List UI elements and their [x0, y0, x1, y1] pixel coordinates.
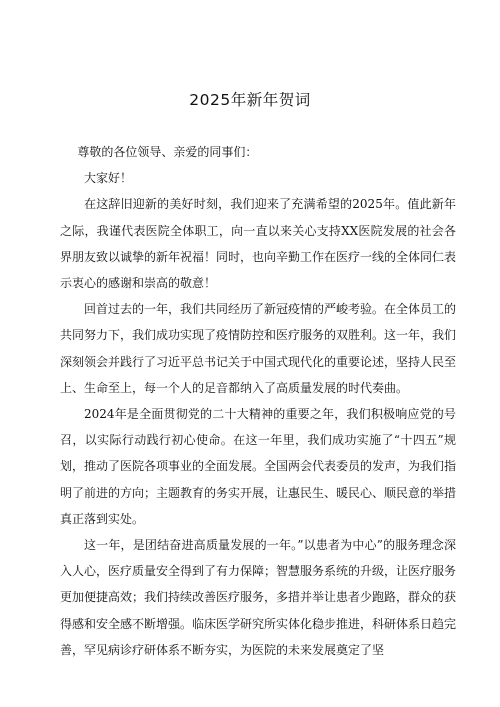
document-body	[60, 139, 456, 663]
paragraph-quality-development: 这一年，是团结奋进高质量发展的一年。”以患者为中心”的服务理念深入人心，医疗质量安全得到了有力保障；智慧服务系统的升级，让医疗服务更加便捷高效；我们持续改善医疗服务，多措并举让患者少跑路，群众的获得感和安全感不断增强。临床医学研究所实体化稳步推进，科研体系日趋完善，罕见病诊疗研体系不断夯实，为医院的未来发展奠定了坚	[60, 538, 457, 657]
paragraph-past-year-review: 回首过去的一年，我们共同经历了新冠疫情的严峻考验。在全体员工的共同努力下，我们成功实现了疫情防控和医疗服务的双胜利。这一年，我们深刻领会并践行了习近平总书记关于中国式现代化的重要论述，坚持人民至上、生命至上，每一个人的足音都纳入了高质量发展的时代奏曲。	[60, 302, 457, 395]
paragraph-new-year-wishes: 在这辞旧迎新的美好时刻，我们迎来了充满希望的2025年。值此新年之际，我谨代表医院全体职工，向一直以来关心支持XX医院发展的社会各界朋友致以诚挚的新年祝福！同时，也向辛勤工作在医疗一线的全体同仁表示衷心的感谢和崇高的敬意！	[60, 197, 457, 291]
paragraph-2024-achievements: 2024年是全面贯彻党的二十大精神的重要之年，我们积极响应党的号召，以实际行动践行初心使命。在这一年里，我们成功实施了“十四五”规划，推动了医院各项事业的全面发展。全国两会代表委员的发声，为我们指明了前进的方向；主题教育的务实开展，让惠民生、暖民心、顺民意的举措真正落到实处。	[60, 407, 457, 526]
greeting-line: 大家好！	[84, 171, 133, 186]
document-title: 2025年新年贺词	[189, 91, 311, 109]
salutation-line: 尊敬的各位领导、亲爱的同事们：	[77, 145, 258, 159]
